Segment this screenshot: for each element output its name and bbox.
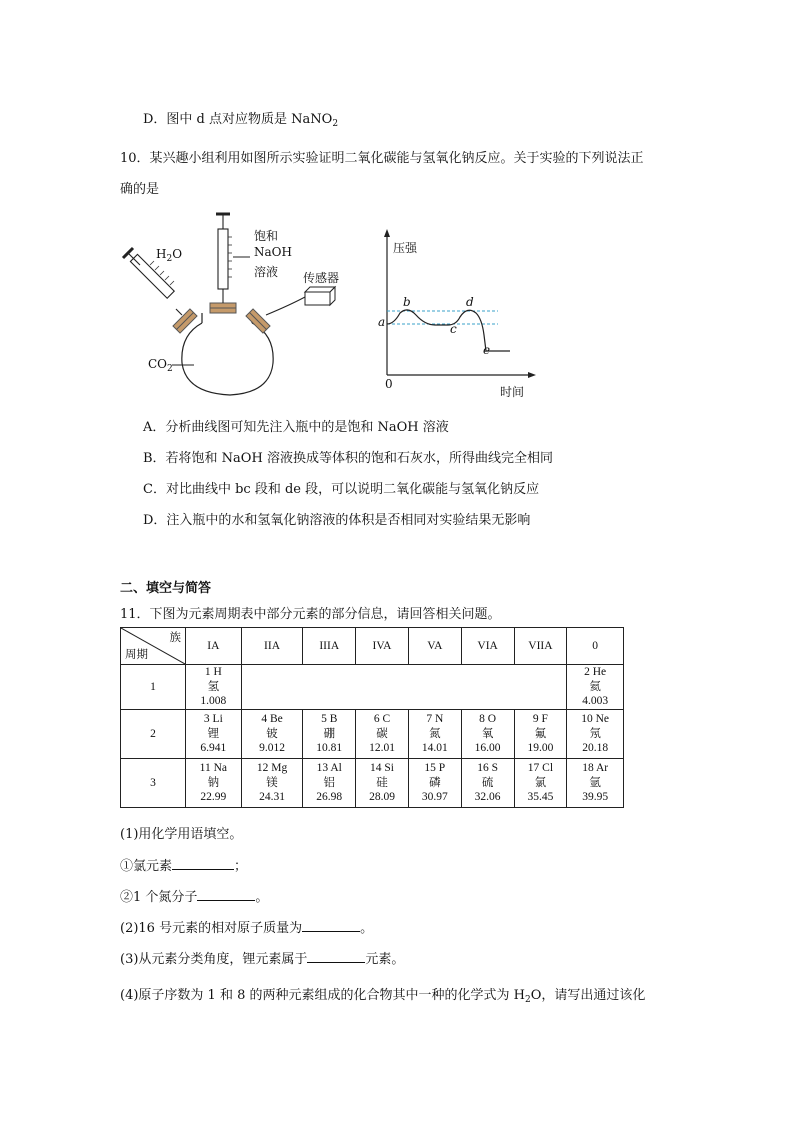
group-header: IIIA	[303, 628, 356, 665]
q11-sub4: (4)原子序数为 1 和 8 的两种元素组成的化合物其中一种的化学式为 $H_2O$，请写出通过该化	[120, 988, 646, 1005]
table-header-row	[121, 628, 624, 665]
q11-stem: 11．下图为元素周期表中部分元素的部分信息，请回答相关问题。	[120, 607, 501, 622]
q11-sub1: (1)用化学用语填空。	[120, 827, 243, 842]
q11-sub3: (3)从元素分类角度，锂元素属于 元素。	[120, 952, 405, 967]
q10-stem-line2: 确的是	[120, 182, 160, 197]
naoh-label-line2: NaOH	[254, 245, 292, 259]
group-header: VIIA	[514, 628, 567, 665]
center-syringe	[216, 214, 230, 303]
answer-blank[interactable]	[302, 920, 360, 932]
q10-option-b: B．若将饱和 NaOH 溶液换成等体积的饱和石灰水，所得曲线完全相同	[143, 451, 553, 466]
point-d-label: d	[466, 295, 474, 309]
section-2-title: 二、填空与简答	[120, 581, 212, 596]
element-cell: 6 C 碳 12.01	[356, 710, 409, 759]
answer-blank[interactable]	[197, 889, 255, 901]
table-row	[121, 710, 624, 759]
q10-option-c: C．对比曲线中 bc 段和 de 段，可以说明二氧化碳能与氢氧化钠反应	[143, 482, 540, 497]
sensor-box	[305, 287, 335, 305]
water-formula: $H_2O$	[513, 988, 542, 1005]
group-header: 0	[567, 628, 624, 665]
element-cell: 3 Li 锂 6.941	[186, 710, 242, 759]
group-header: VIA	[461, 628, 514, 665]
q10-stem-line1: 10．某兴趣小组利用如图所示实验证明二氧化碳能与氢氧化钠反应。关于实验的下列说法正	[120, 151, 644, 166]
sensor-wire	[266, 297, 305, 315]
element-cell: 4 Be 铍 9.012	[241, 710, 303, 759]
point-e-label: e	[483, 343, 491, 357]
element-cell: 8 O 氧 16.00	[461, 710, 514, 759]
element-cell: 11 Na 钠 22.99	[186, 759, 242, 808]
element-cell: 12 Mg 镁 24.31	[241, 759, 303, 808]
empty-span-cell	[241, 665, 567, 710]
q10-option-a: A．分析曲线图可知先注入瓶中的是饱和 NaOH 溶液	[143, 420, 449, 435]
element-cell-he: 2 He 氦 4.003	[567, 665, 624, 710]
element-cell: 17 Cl 氯 35.45	[514, 759, 567, 808]
group-header: VA	[408, 628, 461, 665]
group-header: IIA	[241, 628, 303, 665]
pressure-curve	[387, 310, 510, 351]
origin-label: 0	[385, 377, 393, 391]
q10-option-d: D．注入瓶中的水和氢氧化钠溶液的体积是否相同对实验结果无影响	[143, 513, 531, 528]
y-axis-arrow	[384, 229, 390, 237]
period-label: 3	[121, 759, 186, 808]
table-corner-cell	[121, 628, 186, 665]
y-axis-label: 压强	[393, 241, 418, 255]
h2o-label: $H_2O$	[156, 247, 183, 264]
table-row	[121, 665, 624, 710]
answer-blank[interactable]	[172, 858, 234, 870]
naoh-label-line3: 溶液	[254, 265, 279, 279]
element-cell: 5 B 硼 10.81	[303, 710, 356, 759]
point-c-label: c	[450, 322, 457, 336]
naoh-label-line1: 饱和	[254, 229, 279, 243]
periodic-table	[120, 627, 624, 808]
q11-sub1a: ①氯元素 ；	[120, 859, 248, 874]
element-cell-h: 1 H 氢 1.008	[186, 665, 242, 710]
center-syringe-ticks	[228, 237, 232, 277]
answer-blank[interactable]	[307, 951, 365, 963]
x-axis-label: 时间	[500, 385, 525, 399]
element-cell: 7 N 氮 14.01	[408, 710, 461, 759]
group-header: IA	[186, 628, 242, 665]
co2-label: $CO_2$	[148, 357, 173, 374]
group-header: IVA	[356, 628, 409, 665]
period-label: 1	[121, 665, 186, 710]
q9-option-d-text: D．图中 d 点对应物质是 NaNO	[143, 112, 333, 127]
sensor-label: 传感器	[303, 271, 340, 285]
period-label: 2	[121, 710, 186, 759]
x-axis-arrow	[528, 372, 536, 378]
q9-option-d	[143, 108, 338, 129]
q11-sub2: (2)16 号元素的相对原子质量为 。	[120, 921, 374, 936]
element-cell: 16 S 硫 32.06	[461, 759, 514, 808]
pressure-time-graph	[370, 205, 540, 405]
element-cell: 14 Si 硅 28.09	[356, 759, 409, 808]
q11-sub1b: ②1 个氮分子 。	[120, 890, 269, 905]
q10-figure	[120, 205, 540, 405]
element-cell: 18 Ar 氩 39.95	[567, 759, 624, 808]
corner-group-label: 族	[169, 632, 181, 644]
point-b-label: b	[403, 295, 411, 309]
q9-option-d-subscript: 2	[332, 119, 339, 129]
table-row	[121, 759, 624, 808]
element-cell: 9 F 氟 19.00	[514, 710, 567, 759]
point-a-label: a	[378, 315, 386, 329]
element-cell: 10 Ne 氖 20.18	[567, 710, 624, 759]
corner-period-label: 周期	[125, 648, 148, 661]
right-stopper	[246, 309, 270, 333]
element-cell: 15 P 磷 30.97	[408, 759, 461, 808]
element-cell: 13 Al 铝 26.98	[303, 759, 356, 808]
